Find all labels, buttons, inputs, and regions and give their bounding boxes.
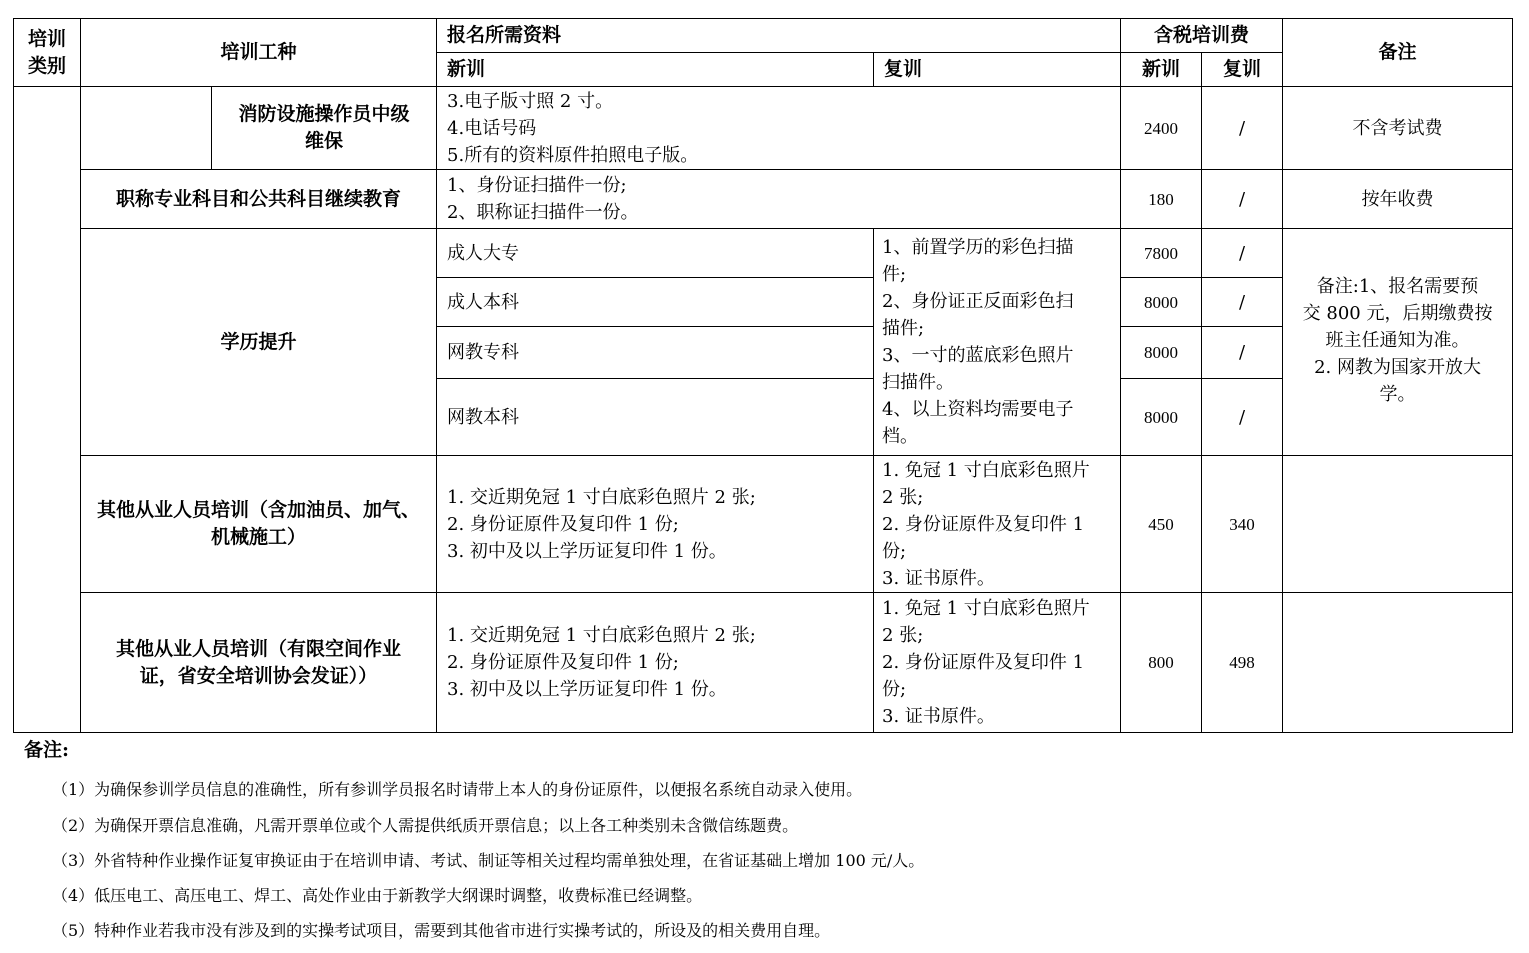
fee-renew-cell: / — [1202, 170, 1283, 229]
empty-cell — [81, 87, 212, 170]
fee-renew-cell: / — [1202, 229, 1283, 278]
materials-new-cell: 1. 交近期免冠 1 寸白底彩色照片 2 张; 2. 身份证原件及复印件 1 份; 3. 初中及以上学历证复印件 1 份。 — [437, 593, 874, 733]
fee-new-cell: 7800 — [1121, 229, 1202, 278]
table-row — [14, 170, 1513, 229]
header-fee-new: 新训 — [1121, 53, 1202, 87]
fee-table — [13, 18, 1513, 733]
fee-renew-cell: / — [1202, 87, 1283, 170]
notes-title: 备注: — [24, 739, 70, 761]
materials-cell: 3.电子版寸照 2 寸。 4.电话号码 5.所有的资料原件拍照电子版。 — [437, 87, 1121, 170]
job-cell: 学历提升 — [81, 229, 437, 456]
fee-renew-cell: / — [1202, 278, 1283, 327]
degree-name-cell: 网教本科 — [437, 379, 874, 456]
note-item: （1）为确保参训学员信息的准确性，所有参训学员报名时请带上本人的身份证原件，以便报名系统自动录入使用。 — [52, 780, 863, 799]
remark-cell: 备注:1、报名需要预 交 800 元，后期缴费按 班主任通知为准。 2. 网教为国家开放大 学。 — [1283, 229, 1513, 456]
remark-cell — [1283, 593, 1513, 733]
materials-cell: 1、身份证扫描件一份; 2、职称证扫描件一份。 — [437, 170, 1121, 229]
fee-new-cell: 450 — [1121, 456, 1202, 593]
fee-renew-cell: 498 — [1202, 593, 1283, 733]
note-item: （4）低压电工、高压电工、焊工、高处作业由于新教学大纲课时调整，收费标准已经调整。 — [52, 886, 703, 905]
header-materials-renew: 复训 — [874, 53, 1121, 87]
job-cell: 其他从业人员培训（有限空间作业 证，省安全培训协会发证）） — [81, 593, 437, 733]
degree-name-cell: 成人大专 — [437, 229, 874, 278]
fee-new-cell: 8000 — [1121, 379, 1202, 456]
category-cell — [14, 87, 81, 733]
fee-new-cell: 2400 — [1121, 87, 1202, 170]
header-remark: 备注 — [1283, 19, 1513, 87]
header-materials-new: 新训 — [437, 53, 874, 87]
fee-renew-cell: / — [1202, 379, 1283, 456]
job-cell: 其他从业人员培训（含加油员、加气、 机械施工） — [81, 456, 437, 593]
fee-new-cell: 8000 — [1121, 278, 1202, 327]
header-category: 培训 类别 — [14, 19, 81, 87]
note-item: （5）特种作业若我市没有涉及到的实操考试项目，需要到其他省市进行实操考试的，所设及的相关费用自理。 — [52, 921, 831, 940]
materials-renew-cell: 1. 免冠 1 寸白底彩色照片 2 张; 2. 身份证原件及复印件 1 份; 3. 证书原件。 — [874, 456, 1121, 593]
notes-section — [24, 738, 1504, 762]
table-row — [14, 87, 1513, 170]
job-cell: 职称专业科目和公共科目继续教育 — [81, 170, 437, 229]
header-fee: 含税培训费 — [1121, 19, 1283, 53]
header-job-type: 培训工种 — [81, 19, 437, 87]
fee-new-cell: 8000 — [1121, 327, 1202, 379]
table-row — [14, 456, 1513, 593]
note-item: （2）为确保开票信息准确，凡需开票单位或个人需提供纸质开票信息；以上各工种类别未含微信练题费。 — [52, 816, 799, 835]
materials-new-cell: 1. 交近期免冠 1 寸白底彩色照片 2 张; 2. 身份证原件及复印件 1 份; 3. 初中及以上学历证复印件 1 份。 — [437, 456, 874, 593]
degree-name-cell: 网教专科 — [437, 327, 874, 379]
fee-new-cell: 180 — [1121, 170, 1202, 229]
remark-cell: 按年收费 — [1283, 170, 1513, 229]
header-materials: 报名所需资料 — [437, 19, 1121, 53]
table-row — [14, 229, 1513, 278]
materials-cell: 1、前置学历的彩色扫描 件; 2、身份证正反面彩色扫 描件; 3、一寸的蓝底彩色照片 扫描件。 4、以上资料均需要电子 档。 — [874, 229, 1121, 456]
materials-renew-cell: 1. 免冠 1 寸白底彩色照片 2 张; 2. 身份证原件及复印件 1 份; 3. 证书原件。 — [874, 593, 1121, 733]
remark-cell — [1283, 456, 1513, 593]
fee-renew-cell: 340 — [1202, 456, 1283, 593]
remark-cell: 不含考试费 — [1283, 87, 1513, 170]
note-item: （3）外省特种作业操作证复审换证由于在培训申请、考试、制证等相关过程均需单独处理，在省证基础上增加 100 元/人。 — [52, 851, 925, 870]
table-row — [14, 593, 1513, 733]
fee-renew-cell: / — [1202, 327, 1283, 379]
degree-name-cell: 成人本科 — [437, 278, 874, 327]
job-cell: 消防设施操作员中级 维保 — [212, 87, 437, 170]
fee-new-cell: 800 — [1121, 593, 1202, 733]
header-fee-renew: 复训 — [1202, 53, 1283, 87]
